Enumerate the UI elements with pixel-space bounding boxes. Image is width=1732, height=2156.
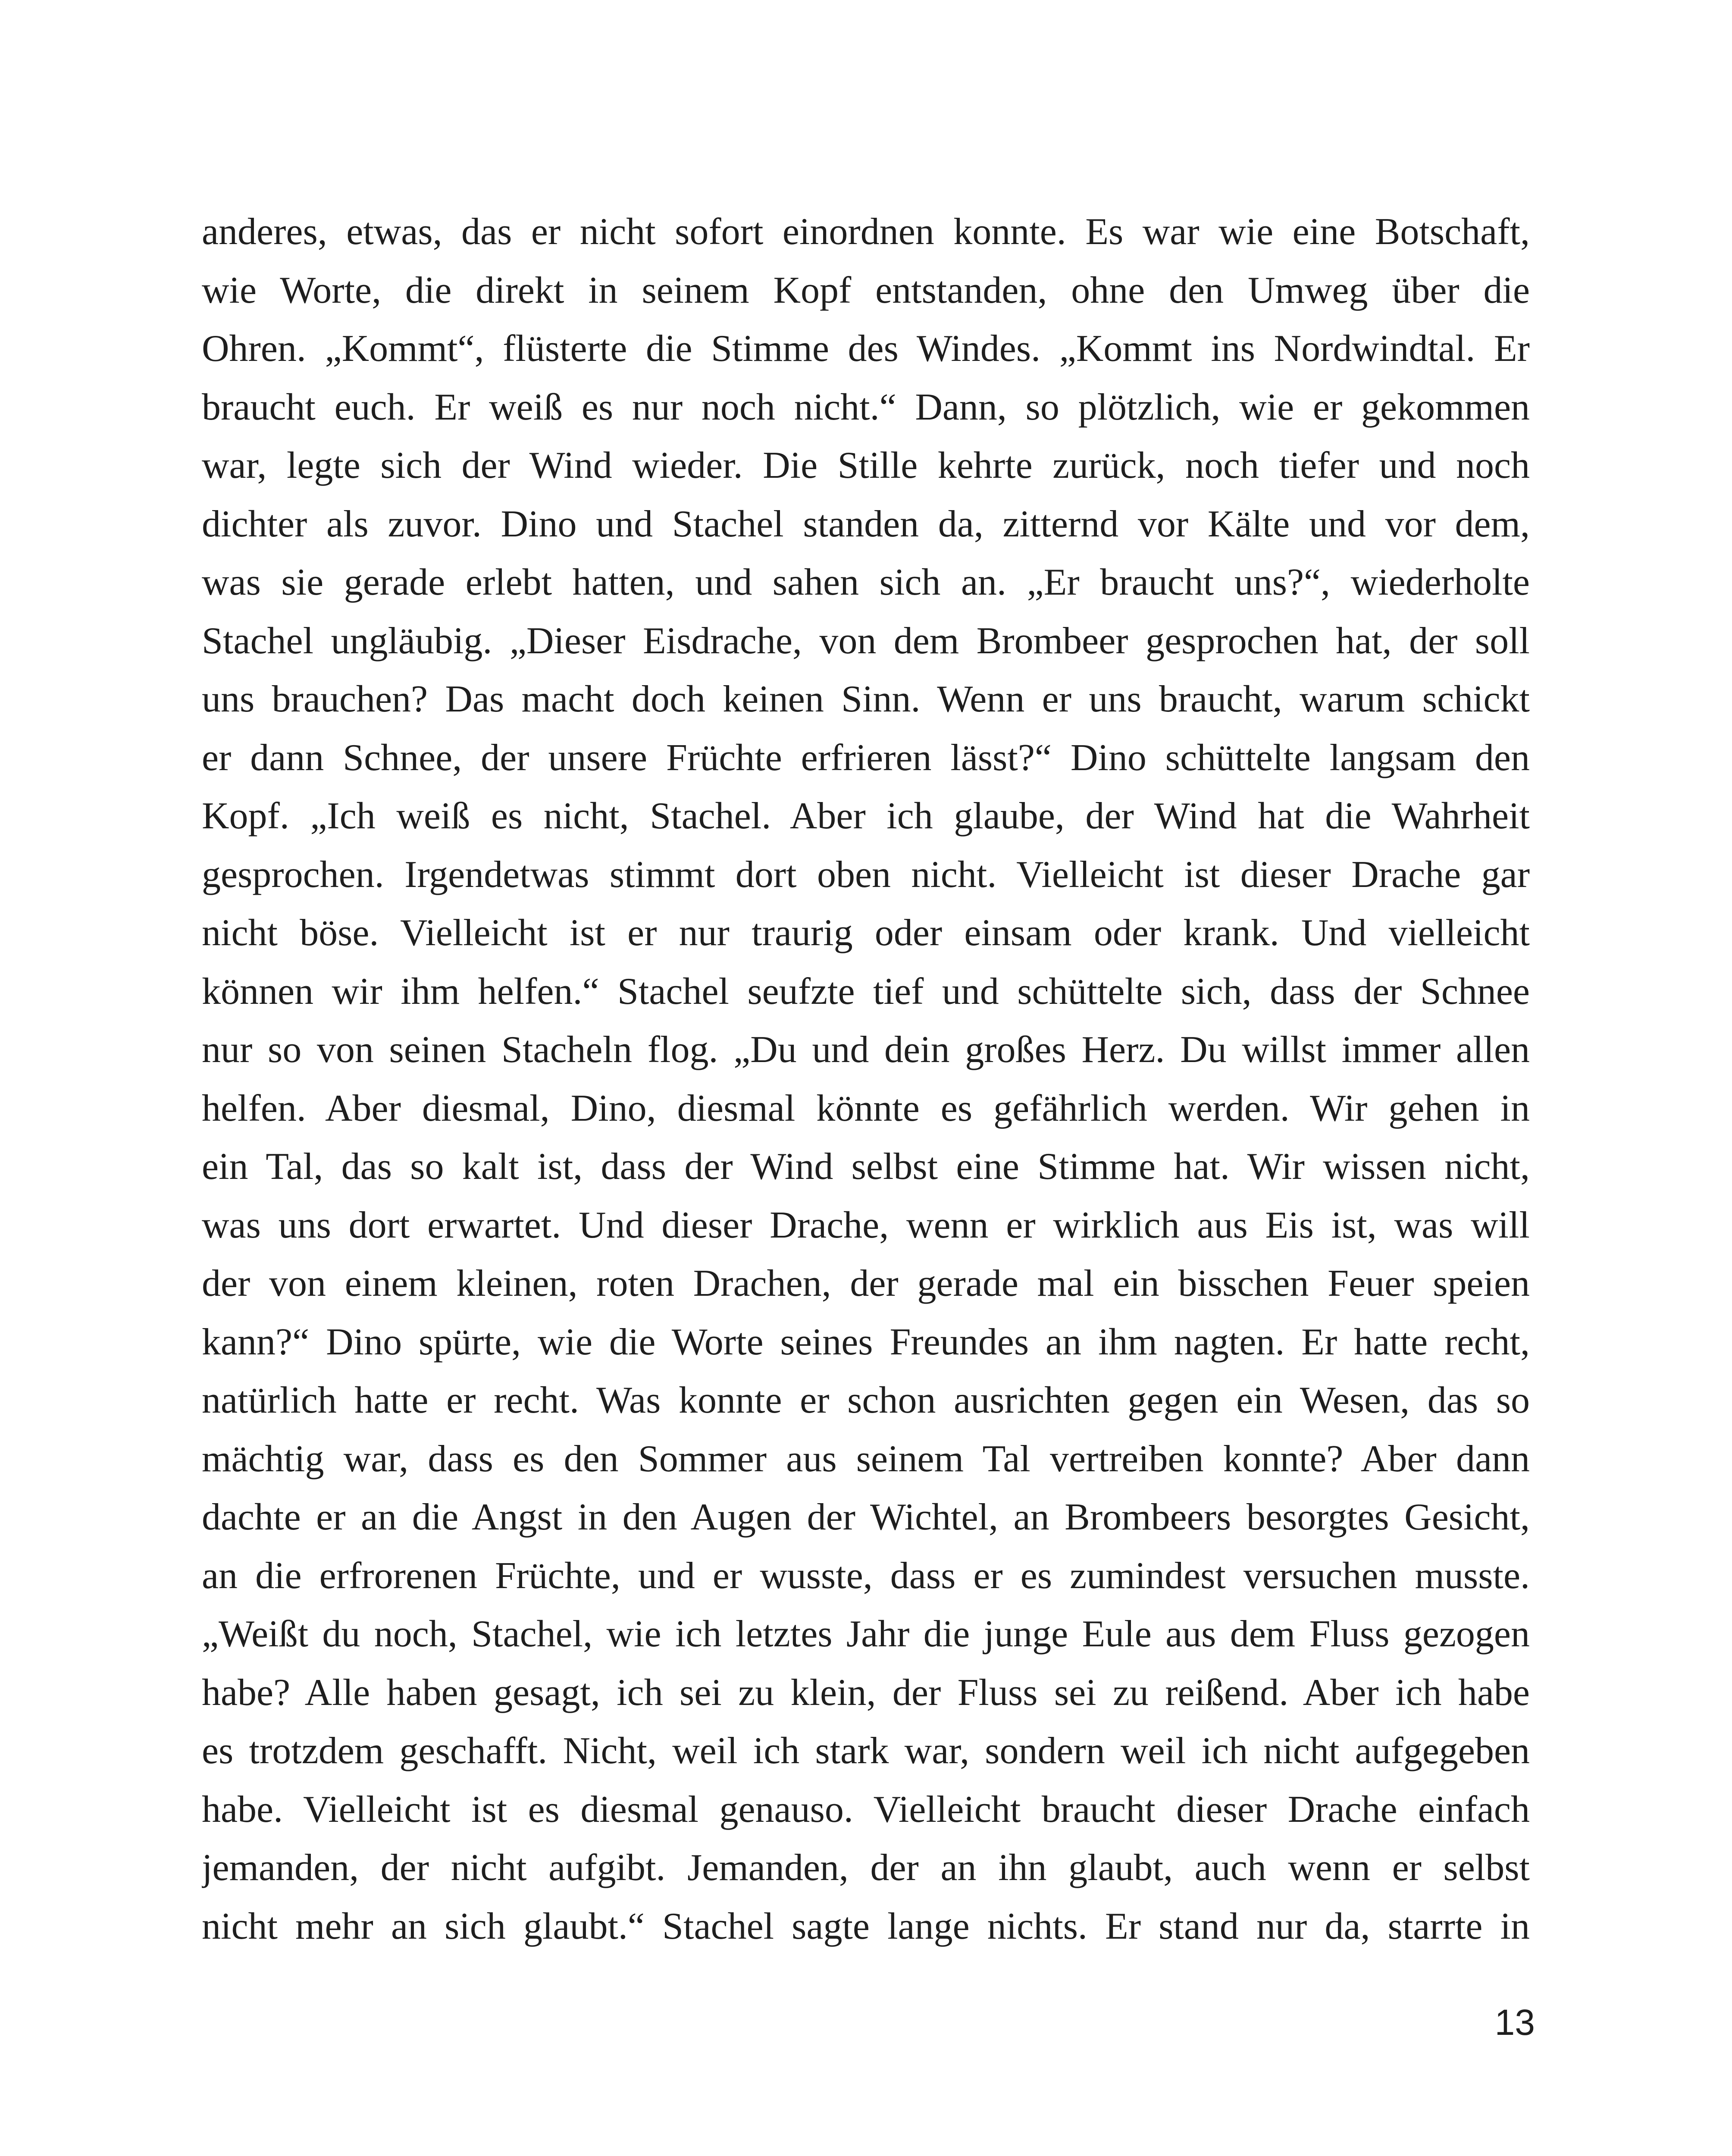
text-line: an die erfrorenen Früchte, und er wusste, dass er es zumindest versuchen musste. xyxy=(202,1554,1530,1597)
page-number: 13 xyxy=(1494,2002,1535,2043)
text-line: natürlich hatte er recht. Was konnte er schon ausrichten gegen ein Wesen, das so xyxy=(202,1379,1530,1421)
text-line: habe. Vielleicht ist es diesmal genauso. Vielleicht braucht dieser Drache einfach xyxy=(202,1788,1530,1830)
text-line: gesprochen. Irgendetwas stimmt dort oben nicht. Vielleicht ist dieser Drache gar xyxy=(202,853,1530,896)
text-line: „Weißt du noch, Stachel, wie ich letztes Jahr die junge Eule aus dem Fluss gezogen xyxy=(202,1613,1530,1655)
text-line: dachte er an die Angst in den Augen der Wichtel, an Brombeers besorgtes Gesicht, xyxy=(202,1496,1530,1538)
text-line: der von einem kleinen, roten Drachen, der gerade mal ein bisschen Feuer speien xyxy=(202,1263,1530,1304)
text-line: Kopf. „Ich weiß es nicht, Stachel. Aber ich glaube, der Wind hat die Wahrheit xyxy=(202,795,1530,837)
text-line: mächtig war, dass es den Sommer aus seinem Tal vertreiben konnte? Aber dann xyxy=(202,1438,1530,1480)
text-line: helfen. Aber diesmal, Dino, diesmal könnte es gefährlich werden. Wir gehen in xyxy=(202,1087,1530,1129)
text-line: anderes, etwas, das er nicht sofort einordnen konnte. Es war wie eine Botschaft, xyxy=(202,211,1530,253)
text-line: nicht mehr an sich glaubt.“ Stachel sagte lange nichts. Er stand nur da, starrte in xyxy=(202,1905,1530,1947)
text-line: Ohren. „Kommt“, flüsterte die Stimme des Windes. „Kommt ins Nordwindtal. Er xyxy=(202,328,1530,370)
text-line: nicht böse. Vielleicht ist er nur traurig oder einsam oder krank. Und vielleicht xyxy=(202,912,1530,954)
text-line: dichter als zuvor. Dino und Stachel standen da, zitternd vor Kälte und vor dem, xyxy=(202,503,1530,545)
text-line: wie Worte, die direkt in seinem Kopf entstanden, ohne den Umweg über die xyxy=(202,269,1530,311)
text-line: braucht euch. Er weiß es nur noch nicht.“ Dann, so plötzlich, wie er gekommen xyxy=(202,386,1530,428)
text-line: uns brauchen? Das macht doch keinen Sinn. Wenn er uns braucht, warum schickt xyxy=(202,678,1530,720)
text-line: habe? Alle haben gesagt, ich sei zu klein, der Fluss sei zu reißend. Aber ich habe xyxy=(202,1671,1530,1714)
text-line: was sie gerade erlebt hatten, und sahen sich an. „Er braucht uns?“, wiederholte xyxy=(202,561,1530,603)
text-line: es trotzdem geschafft. Nicht, weil ich stark war, sondern weil ich nicht aufgegeben xyxy=(202,1730,1530,1772)
text-line: ein Tal, das so kalt ist, dass der Wind selbst eine Stimme hat. Wir wissen nicht, xyxy=(202,1146,1530,1188)
text-line: war, legte sich der Wind wieder. Die Stille kehrte zurück, noch tiefer und noch xyxy=(202,445,1530,486)
text-line: kann?“ Dino spürte, wie die Worte seines Freundes an ihm nagten. Er hatte recht, xyxy=(202,1321,1530,1363)
text-line: können wir ihm helfen.“ Stachel seufzte tief und schüttelte sich, dass der Schnee xyxy=(202,970,1530,1012)
text-line: Stachel ungläubig. „Dieser Eisdrache, von dem Brombeer gesprochen hat, der soll xyxy=(202,620,1530,662)
text-line: was uns dort erwartet. Und dieser Drache, wenn er wirklich aus Eis ist, was will xyxy=(202,1204,1530,1246)
text-line: jemanden, der nicht aufgibt. Jemanden, der an ihn glaubt, auch wenn er selbst xyxy=(202,1847,1530,1889)
text-line: nur so von seinen Stacheln flog. „Du und dein großes Herz. Du willst immer allen xyxy=(202,1029,1530,1071)
body-text xyxy=(202,203,1530,1955)
text-line: er dann Schnee, der unsere Früchte erfrieren lässt?“ Dino schüttelte langsam den xyxy=(202,736,1530,779)
